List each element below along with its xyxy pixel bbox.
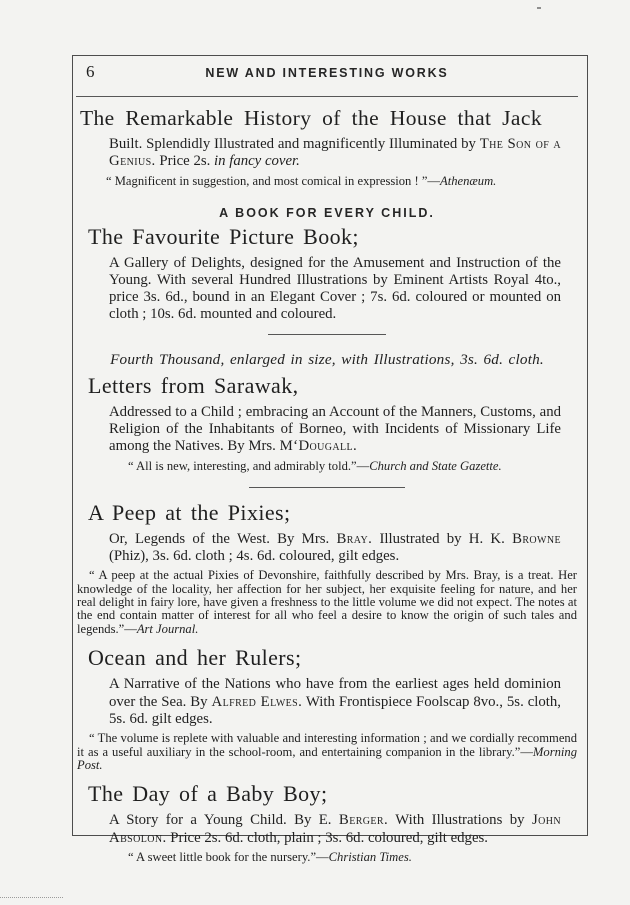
review-source: Athenæum. <box>440 173 497 188</box>
book-title: The Day of a Baby Boy; <box>88 781 328 807</box>
book-entry-day-of-a-baby-boy <box>80 779 574 864</box>
review-source: Church and State Gazette. <box>369 458 502 473</box>
scan-edge-mark <box>0 897 63 898</box>
edition-note: Fourth Thousand, enlarged in size, with Illustrations, 3s. 6d. cloth. <box>110 350 544 368</box>
book-description: Built. Splendidly Illustrated and magnificently Illuminated by The Son of a Genius. Price 2s. in fancy cover. <box>109 136 562 170</box>
review-source: Christian Times. <box>328 850 412 864</box>
review-source: Art Journal. <box>136 621 199 636</box>
review-source: Morning Post. <box>77 744 577 772</box>
book-entry-favourite-picture-book <box>80 206 574 324</box>
page-header <box>80 56 574 96</box>
page-border-frame <box>72 55 588 864</box>
section-divider <box>268 334 386 335</box>
book-description: Addressed to a Child ; embracing an Account of the Manners, Customs, and Religion of the Inhabitants of Borneo, with Incidents of Missionary Life among the Natives. By Mrs. M‘Dougall. <box>109 403 561 455</box>
book-description: A Story for a Young Child. By E. Berger. With Illustrations by John Absolon. Price 2s. 6d. cloth, plain ; 3s. 6d. coloured, gilt edges. <box>109 812 561 846</box>
page-number: 6 <box>86 62 95 81</box>
book-title: The Remarkable History of the House that Jack <box>80 106 542 130</box>
scan-speck <box>537 7 541 9</box>
review-quote: “ Magnificent in suggestion, and most comical in expression ! ”—Athenæum. <box>106 173 497 188</box>
review-quote: “ All is new, interesting, and admirably told.”—Church and State Gazette. <box>128 458 502 473</box>
review-quote: “ A peep at the actual Pixies of Devonshire, faithfully described by Mrs. Bray, is a treat. Her knowledge of the locality, her affection for her subject, her exquisite feeling for nature, and her real delight in fairy lore, have given a freshness to the little volume we did not expect. The notes at the end contain matter of interest for all who feel a desire to know the origin of such tales and legends.”—Art Journal. <box>77 568 577 636</box>
book-entry-letters-from-sarawak <box>80 351 574 473</box>
book-title: A Peep at the Pixies; <box>88 499 291 525</box>
review-quote: “ The volume is replete with valuable and interesting information ; and we cordially recommend it as a useful auxiliary in the school-room, and entertaining companion in the library.”—Morning Post. <box>77 731 577 772</box>
header-rule <box>76 96 578 97</box>
book-entry-ocean-and-her-rulers <box>77 643 577 772</box>
book-description: A Narrative of the Nations who have from the earliest ages held dominion over the Sea. By Alfred Elwes. With Frontispiece Foolscap 8vo., 5s. cloth, 5s. 6d. gilt edges. <box>109 676 562 727</box>
section-kicker: A BOOK FOR EVERY CHILD. <box>219 205 435 220</box>
book-entry-house-that-jack <box>80 103 574 188</box>
section-divider <box>249 487 405 488</box>
book-description: A Gallery of Delights, designed for the Amusement and Instruction of the Young. With several Hundred Illustrations by Eminent Artists Royal 4to., price 3s. 6d., bound in an Elegant Cover ; 7s. 6d. coloured or mounted on cloth ; 10s. 6d. mounted and coloured. <box>109 254 561 323</box>
running-head: NEW AND INTERESTING WORKS <box>205 66 449 80</box>
book-title: Ocean and her Rulers; <box>88 645 302 671</box>
book-title: The Favourite Picture Book; <box>88 223 359 249</box>
book-description: Or, Legends of the West. By Mrs. Bray. Illustrated by H. K. Browne (Phiz), 3s. 6d. cloth ; 4s. 6d. coloured, gilt edges. <box>109 530 561 564</box>
book-entry-peep-at-the-pixies <box>77 498 577 637</box>
book-title: Letters from Sarawak, <box>88 372 299 398</box>
review-quote: “ A sweet little book for the nursery.”—Christian Times. <box>128 850 412 864</box>
